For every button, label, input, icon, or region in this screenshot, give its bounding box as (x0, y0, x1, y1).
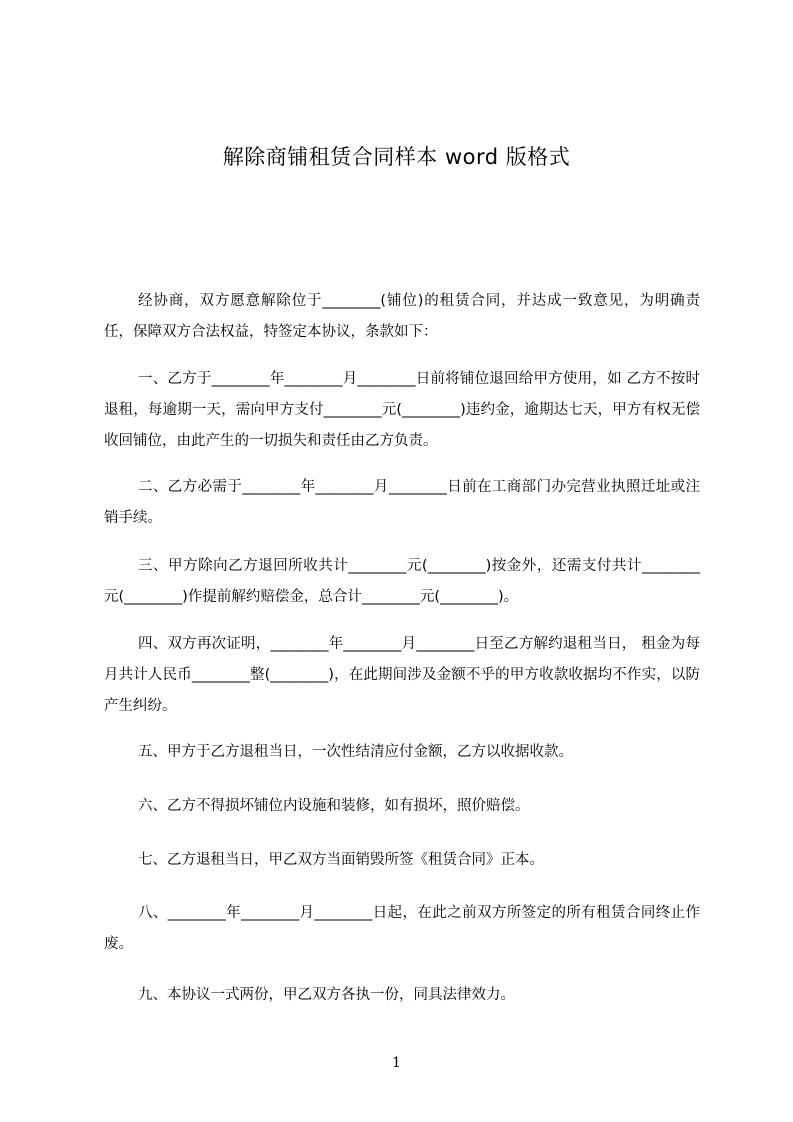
page-number: 1 (392, 1055, 401, 1071)
clause-1: 一、乙方于________年________月________日前将铺位退回给甲方使用，如 乙方不按时退租，每逾期一天，需向甲方支付________元(________)违约金，逾期达七天，甲方有权无偿收回铺位，由此产生的一切损失和责任由乙方负责。 (104, 371, 700, 449)
clause-7: 七、乙方退租当日，甲乙双方当面销毁所签《租赁合同》正本。 (138, 852, 544, 868)
document-title: 解除商铺租赁合同样本 word 版格式 (222, 145, 571, 169)
clause-6: 六、乙方不得损坏铺位内设施和装修，如有损坏，照价赔偿。 (138, 798, 530, 814)
clause-5: 五、甲方于乙方退租当日，一次性结清应付金额，乙方以收据收款。 (138, 744, 573, 760)
clause-2: 二、乙方必需于________年________月________日前在工商部门办完营业执照迁址或注销手续。 (104, 479, 700, 526)
clause-9: 九、本协议一式两份，甲乙双方各执一份，同具法律效力。 (138, 987, 515, 1003)
intro-paragraph: 经协商，双方愿意解除位于________(铺位)的租赁合同，并达成一致意见，为明确责任，保障双方合法权益，特签定本协议，条款如下： (104, 293, 700, 340)
clause-3: 三、甲方除向乙方退回所收共计________元(________)按金外，还需支付共计________元(________)作提前解约赔偿金，总合计________元(________)。 (104, 558, 700, 605)
clause-8: 八、________年________月________日起，在此之前双方所签定的所有租赁合同终止作废。 (104, 905, 700, 952)
clause-4: 四、双方再次证明，________年________月________日至乙方解约退租当日， 租金为每月共计人民币________整(________)，在此期间涉及金额不乎的甲方收款收据均不作实，以防产生纠纷。 (104, 636, 700, 714)
